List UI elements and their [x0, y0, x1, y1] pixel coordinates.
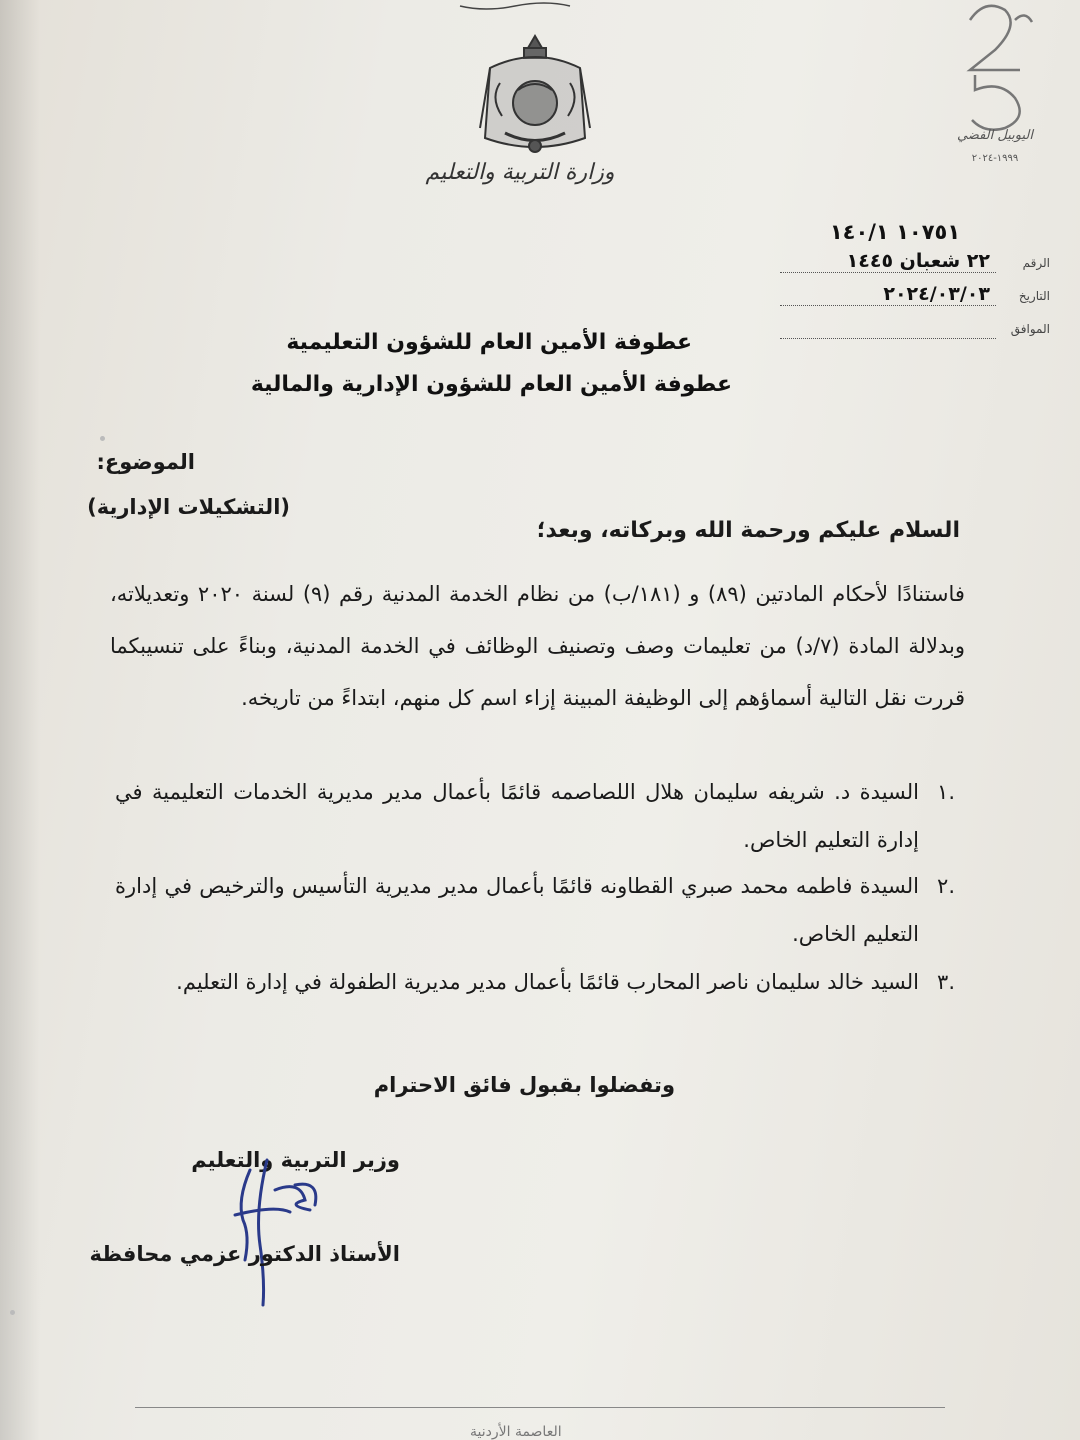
- greeting: السلام عليكم ورحمة الله وبركاته، وبعد؛: [536, 518, 960, 543]
- jubilee-label: اليوبيل الفضي: [957, 128, 1033, 143]
- closing-line: وتفضلوا بقبول فائق الاحترام: [373, 1073, 675, 1097]
- reference-corresponding-row: [780, 316, 1050, 340]
- subject-label: الموضوع:: [96, 450, 195, 474]
- paper-speck: [10, 1310, 15, 1315]
- list-item: [115, 862, 955, 962]
- gregorian-date: ٢٠٢٤/٠٣/٠٣: [883, 283, 990, 305]
- list-item-number: .٣: [937, 970, 955, 994]
- coat-of-arms-icon: [460, 28, 610, 163]
- list-item-number: .١: [937, 780, 955, 804]
- page-edge-shadow: [0, 0, 40, 1440]
- silver-jubilee-logo-icon: [940, 0, 1050, 175]
- body-paragraph: فاستنادًا لأحكام المادتين (٨٩) و (١٨١/ب) من نظام الخدمة المدنية رقم (٩) لسنة ٢٠٢٠ وتعديلاته، وبدلالة المادة (٧/د) من تعليمات وصف وتصنيف الوظائف في الخدمة المدنية، وبناءً على تنسيبكما قررت نقل التالية أسماؤهم إلى الوظيفة المبينة إزاء اسم كل منهم، ابتداءً من تاريخه.: [110, 582, 965, 710]
- list-item: [115, 958, 955, 1058]
- signatory-title: وزير التربية والتعليم: [191, 1148, 400, 1172]
- reference-number-label: الرقم: [1022, 256, 1050, 270]
- handwritten-signature: [215, 1150, 335, 1310]
- bismillah-calligraphy: [455, 0, 575, 12]
- corresponding-line: [780, 338, 996, 339]
- ministry-name: وزارة التربية والتعليم: [425, 160, 615, 185]
- hijri-date: ٢٢ شعبان ١٤٤٥: [846, 250, 990, 272]
- signatory-name: الأستاذ الدكتور عزمي محافظة: [89, 1242, 400, 1266]
- addressee-2: عطوفة الأمين العام للشؤون الإدارية والمالية: [250, 372, 732, 397]
- jubilee-years: ١٩٩٩-٢٠٢٤: [971, 153, 1019, 164]
- paper-speck: [100, 436, 105, 441]
- reference-number-line: [780, 272, 996, 273]
- footer-text: العاصمة الأردنية: [470, 1424, 562, 1440]
- corresponding-label: الموافق: [1010, 322, 1050, 336]
- list-item-text: السيد خالد سليمان ناصر المحارب قائمًا بأعمال مدير مديرية الطفولة في إدارة التعليم.: [176, 970, 919, 994]
- date-line: [780, 305, 996, 306]
- list-item-text: السيدة فاطمه محمد صبري القطاونه قائمًا بأعمال مدير مديرية التأسيس والترخيص في إدارة التعليم الخاص.: [115, 874, 919, 946]
- footer-divider: [135, 1407, 945, 1408]
- reference-number: ١٠٧٥١ ١٤٠/١: [829, 220, 961, 244]
- list-item: [115, 768, 955, 868]
- reference-number-row: [780, 250, 1050, 274]
- subject-text: (التشكيلات الإدارية): [87, 495, 290, 519]
- addressee-1: عطوفة الأمين العام للشؤون التعليمية: [286, 330, 692, 355]
- date-label: التاريخ: [1018, 289, 1050, 303]
- reference-date-row: [780, 283, 1050, 307]
- list-item-number: .٢: [937, 874, 955, 898]
- list-item-text: السيدة د. شريفه سليمان هلال اللصاصمه قائمًا بأعمال مدير مديرية الخدمات التعليمية في إدارة التعليم الخاص.: [115, 780, 919, 852]
